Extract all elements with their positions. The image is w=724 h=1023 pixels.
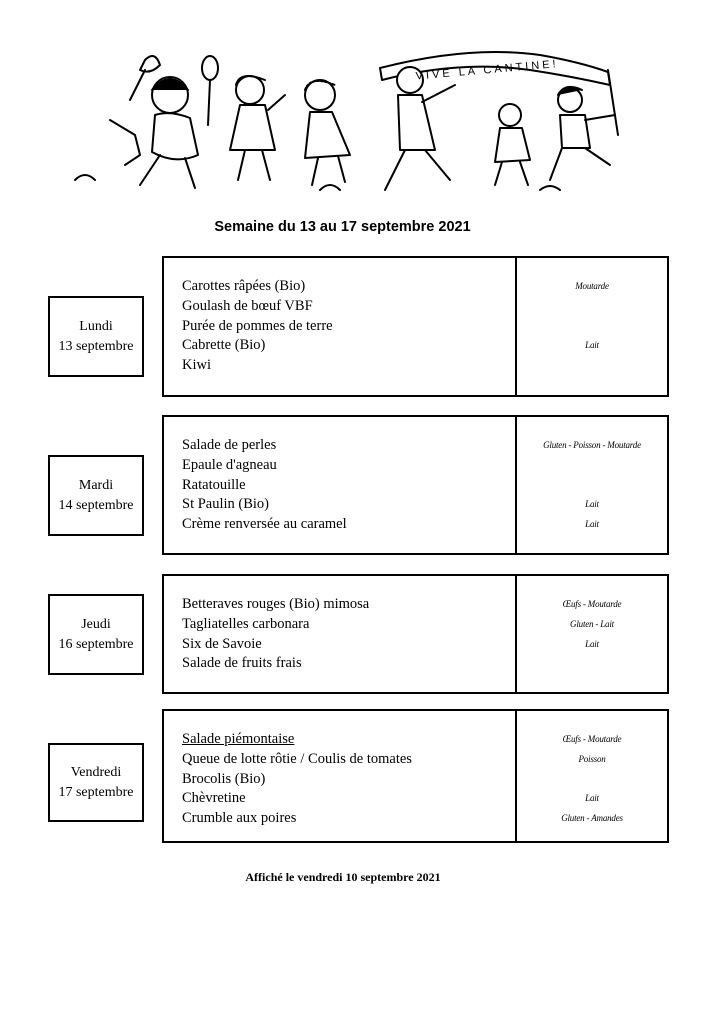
dish: Kiwi	[182, 357, 211, 374]
menu-box	[162, 574, 669, 694]
dish: Salade de perles	[182, 437, 277, 453]
allergen: Poisson	[578, 753, 606, 764]
allergen: Lait	[585, 340, 599, 351]
menu-box	[162, 709, 669, 843]
dish: Carottes râpées (Bio)	[182, 278, 306, 294]
dish: Goulash de bœuf VBF	[182, 297, 313, 314]
dish: Brocolis (Bio)	[182, 770, 266, 787]
dish: Betteraves rouges (Bio) mimosa	[182, 596, 370, 612]
day-name: Jeudi	[81, 616, 111, 632]
dish: Crumble aux poires	[182, 810, 297, 827]
menu-box	[162, 415, 669, 555]
day-label-box	[48, 743, 144, 822]
allergen: Lait	[585, 793, 599, 804]
banner-text: VIVE LA CANTINE!	[415, 58, 560, 83]
day-date: 17 septembre	[58, 784, 134, 800]
dish: Tagliatelles carbonara	[182, 615, 310, 632]
allergen: Moutarde	[575, 281, 609, 291]
dish: St Paulin (Bio)	[182, 496, 270, 513]
dish: Salade de fruits frais	[182, 655, 302, 672]
day-date: 13 septembre	[58, 338, 134, 354]
day-label-box	[48, 296, 144, 377]
day-label-box	[48, 455, 144, 536]
day-date: 16 septembre	[58, 636, 134, 652]
allergen	[517, 356, 667, 376]
dish-list	[164, 576, 517, 692]
dish: Ratatouille	[182, 476, 246, 493]
allergen-list	[517, 576, 667, 692]
allergen	[517, 456, 667, 476]
dish-list	[164, 258, 517, 395]
allergen: Œufs - Moutarde	[562, 599, 622, 609]
allergen-list	[517, 711, 667, 841]
allergen: Œufs - Moutarde	[562, 734, 622, 744]
dish: Purée de pommes de terre	[182, 317, 333, 334]
allergen-list	[517, 258, 667, 395]
day-date: 14 septembre	[58, 497, 134, 513]
day-name: Mardi	[78, 477, 114, 493]
allergen	[517, 297, 667, 317]
allergen-list	[517, 417, 667, 553]
dish: Chèvretine	[182, 790, 246, 807]
day-name: Vendredi	[70, 764, 122, 780]
dish: Six de Savoie	[182, 635, 262, 652]
day-label-box	[48, 594, 144, 675]
allergen: Gluten - Lait	[570, 618, 614, 629]
day-name: Lundi	[79, 318, 113, 334]
allergen: Lait	[585, 519, 599, 530]
dish: Queue de lotte rôtie / Coulis de tomates	[182, 750, 412, 767]
dish-list	[164, 417, 517, 553]
allergen	[517, 654, 667, 674]
dish-list	[164, 711, 517, 841]
allergen	[517, 770, 667, 790]
week-title: Semaine du 13 au 17 septembre 2021	[214, 219, 471, 235]
dish: Epaule d'agneau	[182, 456, 277, 473]
posted-date: Affiché le vendredi 10 septembre 2021	[245, 870, 441, 884]
allergen: Gluten - Amandes	[561, 813, 623, 824]
dish: Cabrette (Bio)	[182, 337, 266, 354]
menu-box	[162, 256, 669, 397]
dish: Crème renversée au caramel	[182, 516, 347, 533]
dish: Salade piémontaise	[182, 731, 295, 747]
allergen	[517, 317, 667, 337]
allergen: Lait	[585, 499, 599, 510]
allergen: Gluten - Poisson - Moutarde	[543, 440, 641, 450]
cantine-illustration	[70, 40, 650, 200]
allergen	[517, 476, 667, 496]
allergen: Lait	[585, 638, 599, 649]
